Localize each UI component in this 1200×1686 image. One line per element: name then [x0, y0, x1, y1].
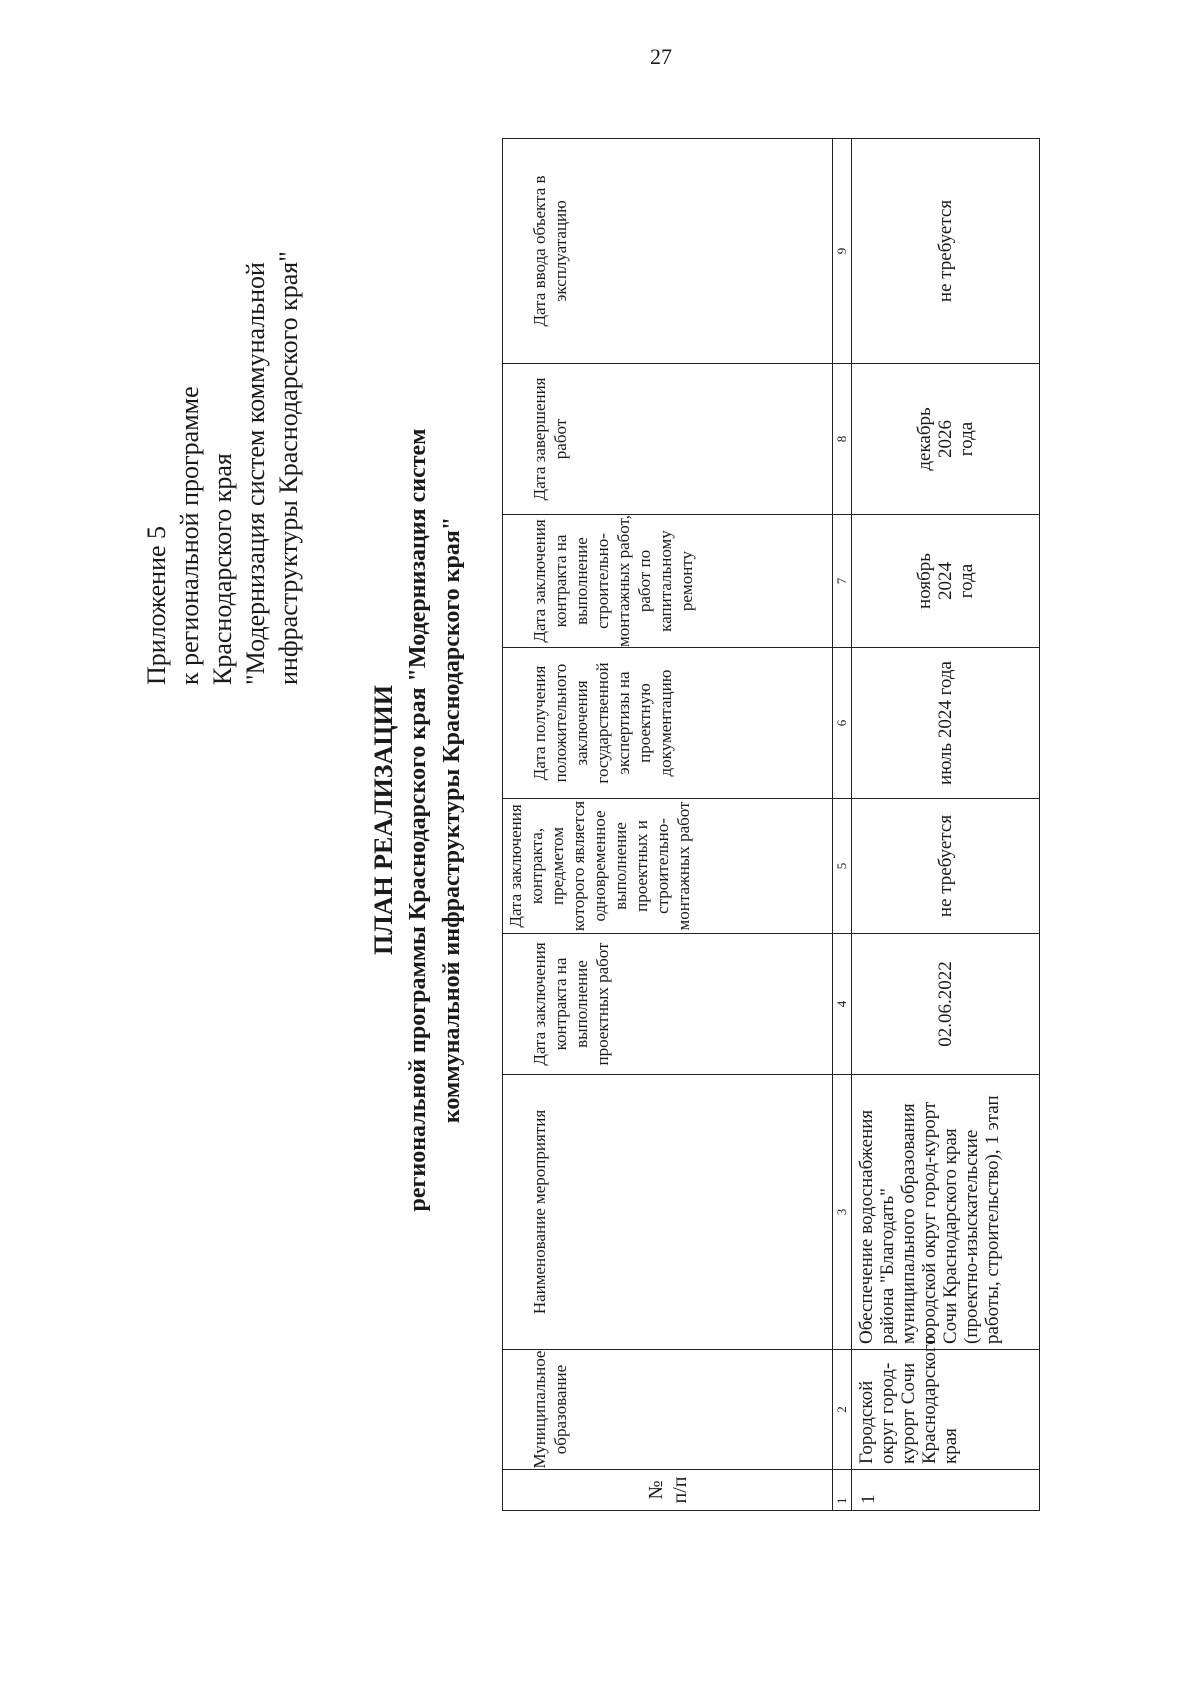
table-row [852, 139, 1040, 1511]
appendix-note [140, 125, 305, 685]
appendix-line: Краснодарского края [208, 453, 237, 685]
column-number: 2 [833, 1350, 852, 1470]
header-cell: Дата заключения контракта на выполнение строительно-монтажных работ, работ по капитальному ремонту [503, 515, 833, 648]
header-cell: Дата завершения работ [503, 364, 833, 515]
header-cell: Дата заключения контракта на выполнение проектных работ [503, 934, 833, 1075]
header-cell: Дата получения положительного заключения государственной экспертизы на проектную документацию [503, 648, 833, 799]
municipality-cell: Городской округ город-курорт Сочи Краснодарского края [852, 1350, 1040, 1470]
plan-title-heading: ПЛАН РЕАЛИЗАЦИИ [369, 685, 398, 955]
column-number: 8 [833, 364, 852, 515]
expertise-date: июль 2024 года [852, 648, 1040, 799]
event-cell: Обеспечение водоснабжения района "Благодать" муниципального образования городской округ город-курорт Сочи Краснодарского края (проектно-изыскательские работы, строительство), 1 этап [852, 1075, 1040, 1350]
plan-title-subheading: региональной программы Краснодарского края "Модернизация систем [405, 428, 431, 1212]
column-number: 4 [833, 934, 852, 1075]
plan-title-subheading: коммунальной инфраструктуры Краснодарского края" [439, 516, 465, 1124]
combined-contract-date: не требуется [852, 799, 1040, 934]
table-header-row [503, 139, 833, 1511]
column-number: 9 [833, 139, 852, 364]
column-number: 6 [833, 648, 852, 799]
column-number: 1 [833, 1470, 852, 1511]
header-cell: Дата ввода объекта в эксплуатацию [503, 139, 833, 364]
plan-title [367, 100, 469, 1540]
appendix-line: Приложение 5 [142, 525, 171, 685]
header-cell: Муниципальное образование [503, 1350, 833, 1470]
appendix-line: "Модернизация систем коммунальной [241, 262, 270, 685]
header-cell: Наименование мероприятия [503, 1075, 833, 1350]
appendix-line: инфраструктуры Краснодарского края" [274, 251, 303, 685]
commissioning-date: не требуется [852, 139, 1040, 364]
construction-contract-date: ноябрь 2024 года [852, 515, 1040, 648]
header-cell: Дата заключения контракта, предметом которого является одновременное выполнение проектных и строительно-монтажных работ [503, 799, 833, 934]
row-number: 1 [852, 1470, 1040, 1511]
column-number-row [833, 139, 852, 1511]
column-number: 3 [833, 1075, 852, 1350]
completion-date: декабрь 2026 года [852, 364, 1040, 515]
column-number: 5 [833, 799, 852, 934]
page-number: 27 [650, 44, 672, 69]
appendix-line: к региональной программе [175, 386, 204, 685]
header-cell: № п/п [503, 1470, 833, 1511]
design-contract-date: 02.06.2022 [852, 934, 1040, 1075]
rotated-document [107, 100, 1097, 1540]
column-number: 7 [833, 515, 852, 648]
plan-table [502, 138, 1040, 1511]
